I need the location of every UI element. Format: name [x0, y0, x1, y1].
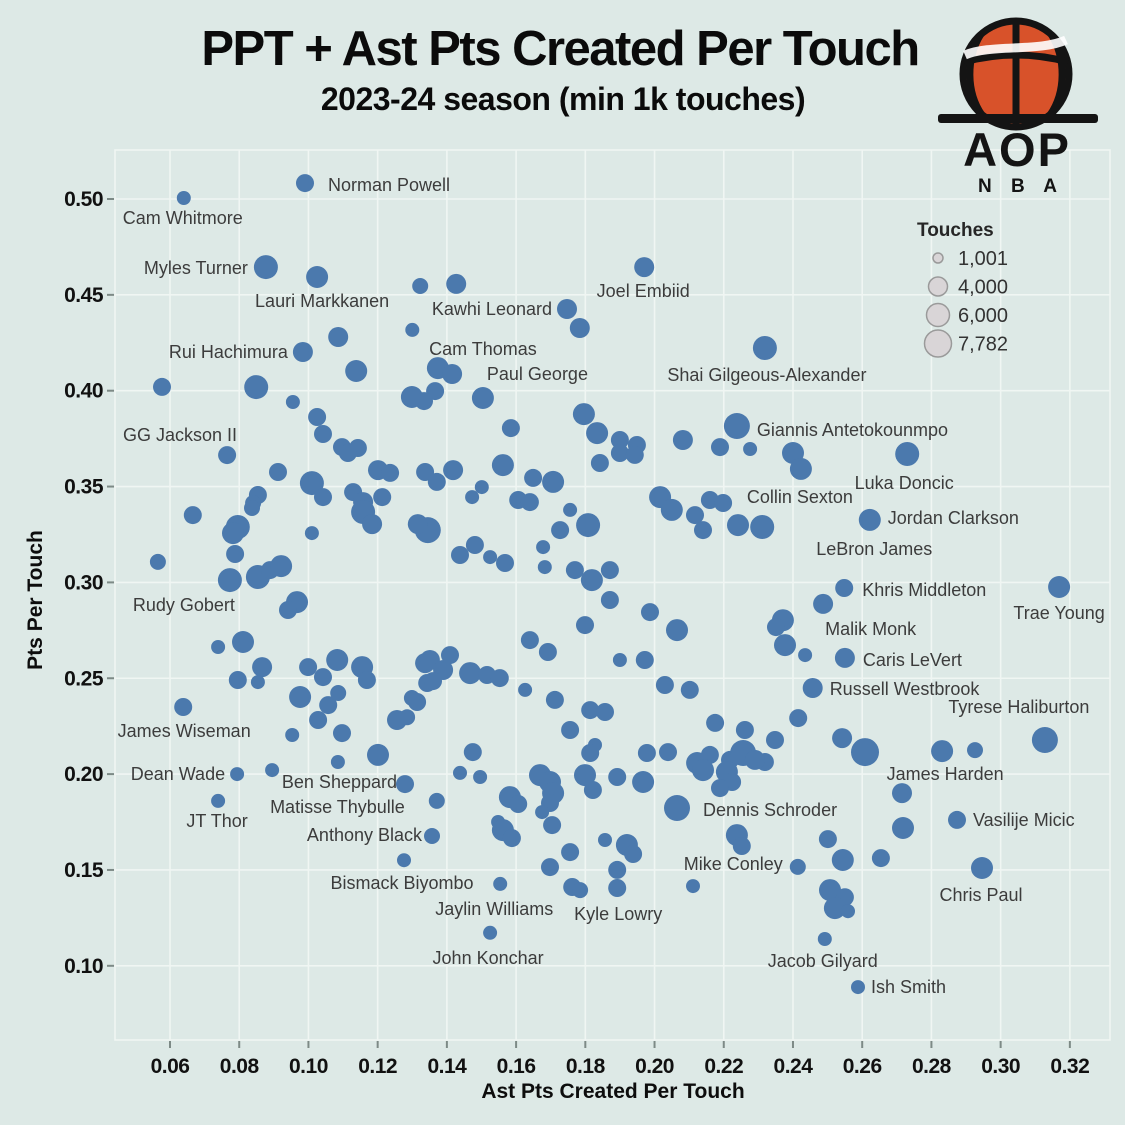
- legend-size-label: 7,782: [958, 333, 1009, 356]
- data-point-labeled: [851, 980, 865, 994]
- data-point: [483, 550, 497, 564]
- data-point: [399, 709, 415, 725]
- x-tick-label: 0.22: [704, 1055, 744, 1078]
- data-point: [331, 755, 345, 769]
- data-point: [446, 274, 466, 294]
- data-point: [465, 490, 479, 504]
- data-point-labeled: [230, 767, 244, 781]
- point-label: LeBron James: [816, 539, 933, 559]
- data-point-labeled: [424, 828, 440, 844]
- x-tick-label: 0.32: [1050, 1055, 1090, 1078]
- data-point: [535, 805, 549, 819]
- data-point: [613, 653, 627, 667]
- legend-title: Touches: [917, 220, 994, 241]
- x-tick-label: 0.12: [358, 1055, 398, 1078]
- legend-size-circle: [933, 253, 943, 263]
- point-label: Dean Wade: [130, 764, 226, 785]
- y-tick-label: 0.20: [64, 763, 103, 787]
- data-point: [638, 744, 656, 762]
- data-point: [798, 648, 812, 662]
- point-label: Norman Powell: [328, 175, 451, 196]
- data-point: [453, 766, 467, 780]
- point-label: Russell Westbrook: [829, 679, 980, 699]
- data-point-labeled: [296, 174, 314, 192]
- data-point: [636, 651, 654, 669]
- point-label: Khris Middleton: [862, 580, 987, 600]
- y-tick-label: 0.25: [64, 667, 103, 691]
- data-point: [367, 744, 389, 766]
- x-tick-label: 0.30: [981, 1055, 1021, 1078]
- data-point: [536, 540, 550, 554]
- data-point: [736, 721, 754, 739]
- point-label: John Konchar: [432, 947, 544, 968]
- data-point: [244, 500, 260, 516]
- data-point: [326, 649, 348, 671]
- data-point: [251, 675, 265, 689]
- y-tick-label: 0.35: [64, 475, 103, 499]
- point-label: Bismack Biyombo: [330, 873, 474, 894]
- x-tick-label: 0.18: [565, 1055, 605, 1078]
- data-point: [774, 634, 796, 656]
- y-tick-label: 0.10: [64, 954, 103, 978]
- data-point: [714, 494, 732, 512]
- data-point: [666, 619, 688, 641]
- legend-size-circle: [929, 277, 948, 296]
- data-point: [279, 601, 297, 619]
- legend-size-circle: [927, 304, 950, 327]
- data-point: [459, 662, 481, 684]
- point-label: Chris Paul: [939, 885, 1023, 905]
- data-point: [503, 829, 521, 847]
- data-point: [362, 514, 382, 534]
- data-point: [218, 568, 242, 592]
- x-axis-title: Ast Pts Created Per Touch: [481, 1080, 745, 1103]
- point-label: Mike Conley: [683, 853, 783, 874]
- data-point: [491, 669, 509, 687]
- x-tick-label: 0.10: [289, 1055, 328, 1078]
- data-point: [475, 480, 489, 494]
- data-point-labeled: [396, 775, 414, 793]
- data-point: [656, 676, 674, 694]
- data-point: [767, 618, 785, 636]
- point-label: Kyle Lowry: [574, 904, 663, 924]
- data-point: [566, 561, 584, 579]
- data-point: [601, 591, 619, 609]
- y-tick-label: 0.15: [64, 858, 103, 882]
- data-point: [184, 506, 202, 524]
- x-tick-label: 0.16: [496, 1055, 536, 1078]
- point-label: Matisse Thybulle: [270, 796, 405, 817]
- point-label: Paul George: [486, 364, 588, 384]
- data-point: [345, 360, 367, 382]
- y-tick-label: 0.30: [64, 571, 103, 595]
- data-point: [551, 521, 569, 539]
- data-point-labeled: [557, 299, 577, 319]
- data-point: [561, 843, 579, 861]
- data-point-labeled: [306, 266, 328, 288]
- point-label: Lauri Markkanen: [255, 291, 390, 311]
- data-point: [539, 643, 557, 661]
- data-point-labeled: [174, 698, 192, 716]
- data-point: [727, 514, 749, 536]
- data-point-labeled: [254, 255, 278, 279]
- data-point: [661, 499, 683, 521]
- data-point: [692, 759, 714, 781]
- data-point: [412, 278, 428, 294]
- data-point-labeled: [608, 879, 626, 897]
- y-axis-title: Pts Per Touch: [24, 530, 47, 670]
- point-label: James Harden: [886, 764, 1004, 785]
- data-point: [229, 671, 247, 689]
- data-point: [496, 554, 514, 572]
- data-point-labeled: [634, 257, 654, 277]
- x-tick-label: 0.20: [635, 1055, 674, 1078]
- aop-nba-logo: [938, 21, 1098, 197]
- data-point: [405, 323, 419, 337]
- data-point: [686, 879, 700, 893]
- data-point: [441, 646, 459, 664]
- data-point: [832, 728, 852, 748]
- data-point: [502, 419, 520, 437]
- data-point: [641, 603, 659, 621]
- point-label: Tyrese Haliburton: [948, 697, 1090, 717]
- data-point: [269, 463, 287, 481]
- point-label: Cam Thomas: [429, 339, 537, 359]
- data-point: [832, 849, 854, 871]
- data-point-labeled: [931, 740, 953, 762]
- data-point-labeled: [971, 857, 993, 879]
- data-point: [222, 522, 244, 544]
- data-point-labeled: [818, 932, 832, 946]
- data-point-labeled: [570, 318, 590, 338]
- data-point: [308, 408, 326, 426]
- data-point-labeled: [835, 579, 853, 597]
- data-point: [404, 690, 420, 706]
- data-point: [424, 672, 442, 690]
- data-point: [543, 816, 561, 834]
- data-point: [561, 721, 579, 739]
- logo-subtext: N B A: [977, 176, 1065, 197]
- data-point: [573, 403, 595, 425]
- data-point: [286, 395, 300, 409]
- data-point: [789, 709, 807, 727]
- data-point: [415, 392, 433, 410]
- data-point-labeled: [472, 387, 494, 409]
- data-point: [766, 731, 784, 749]
- point-label: Dennis Schroder: [703, 800, 838, 820]
- data-point: [218, 446, 236, 464]
- data-point-labeled: [153, 378, 171, 396]
- point-label: Collin Sexton: [746, 486, 853, 507]
- point-label: Kawhi Leonard: [431, 299, 552, 319]
- data-point: [563, 503, 577, 517]
- page-subtitle: 2023-24 season (min 1k touches): [320, 81, 806, 117]
- data-point-labeled: [724, 413, 750, 439]
- data-point-labeled: [790, 859, 806, 875]
- data-point: [892, 783, 912, 803]
- data-point: [586, 422, 608, 444]
- data-point: [541, 858, 559, 876]
- data-point: [572, 882, 588, 898]
- point-label: Ben Sheppard: [281, 772, 397, 793]
- data-point: [574, 764, 596, 786]
- point-label: Trae Young: [1013, 603, 1105, 623]
- data-point: [314, 488, 332, 506]
- data-point: [624, 845, 642, 863]
- data-point-labeled: [895, 442, 919, 466]
- data-point: [694, 521, 712, 539]
- data-point-labeled: [397, 853, 411, 867]
- data-point-labeled: [1048, 576, 1070, 598]
- data-point: [521, 631, 539, 649]
- data-point: [333, 724, 351, 742]
- logo-text: AOP: [963, 123, 1071, 176]
- data-point: [598, 833, 612, 847]
- data-point: [601, 561, 619, 579]
- point-label: Rui Hachimura: [168, 342, 288, 362]
- data-point-labeled: [483, 926, 497, 940]
- point-label: Jacob Gilyard: [767, 951, 878, 971]
- data-point: [892, 817, 914, 839]
- data-point: [673, 430, 693, 450]
- data-point: [745, 750, 765, 770]
- data-point: [339, 444, 357, 462]
- data-point-labeled: [1032, 727, 1058, 753]
- data-point: [314, 425, 332, 443]
- data-point: [408, 514, 428, 534]
- data-point: [509, 795, 527, 813]
- point-label: Malik Monk: [825, 618, 917, 639]
- x-tick-label: 0.26: [842, 1055, 882, 1078]
- point-label: Jaylin Williams: [435, 898, 554, 919]
- point-label: Rudy Gobert: [132, 594, 235, 615]
- data-point: [524, 469, 542, 487]
- data-point: [373, 488, 391, 506]
- legend-items: [925, 248, 1009, 357]
- data-point: [492, 454, 514, 476]
- data-point: [521, 493, 539, 511]
- data-point: [608, 861, 626, 879]
- point-label: GG Jackson II: [123, 424, 238, 445]
- point-label: Cam Whitmore: [122, 208, 243, 228]
- y-tick-label: 0.45: [64, 283, 103, 307]
- data-point: [576, 513, 600, 537]
- data-point: [518, 683, 532, 697]
- data-point-labeled: [835, 648, 855, 668]
- point-label: Vasilije Micic: [973, 809, 1075, 830]
- x-tick-label: 0.06: [150, 1055, 190, 1078]
- data-point-labeled: [293, 342, 313, 362]
- legend-size-label: 6,000: [958, 305, 1009, 327]
- data-point: [596, 703, 614, 721]
- data-point: [358, 671, 376, 689]
- legend-size-circle: [925, 330, 952, 357]
- data-point: [591, 454, 609, 472]
- data-point-labeled: [177, 191, 191, 205]
- point-label: Shai Gilgeous-Alexander: [667, 365, 867, 385]
- data-point: [265, 763, 279, 777]
- data-point: [285, 728, 299, 742]
- point-label: James Wiseman: [117, 721, 251, 741]
- point-label: Jordan Clarkson: [887, 507, 1019, 528]
- point-label: Luka Doncic: [854, 473, 954, 493]
- data-point: [309, 711, 327, 729]
- data-point-labeled: [429, 793, 445, 809]
- data-point: [733, 837, 751, 855]
- data-point: [967, 742, 983, 758]
- data-point: [232, 631, 254, 653]
- legend-size-label: 1,001: [958, 248, 1009, 270]
- data-point-labeled: [813, 594, 833, 614]
- data-point: [289, 686, 311, 708]
- data-point-labeled: [664, 795, 690, 821]
- data-point: [711, 779, 729, 797]
- data-point: [252, 657, 272, 677]
- data-point: [841, 904, 855, 918]
- data-point: [659, 743, 677, 761]
- data-point: [443, 460, 463, 480]
- data-point: [711, 438, 729, 456]
- data-point: [473, 770, 487, 784]
- data-point: [851, 738, 879, 766]
- point-label: Giannis Antetokounmpo: [756, 420, 949, 440]
- data-point-labeled: [803, 678, 823, 698]
- data-point: [743, 442, 757, 456]
- page-title: PPT + Ast Pts Created Per Touch: [201, 22, 919, 76]
- data-point: [244, 375, 268, 399]
- data-point-labeled: [150, 554, 166, 570]
- point-label: Myles Turner: [143, 258, 248, 279]
- data-point-labeled: [750, 515, 774, 539]
- basketball-icon: [938, 21, 1098, 127]
- data-point: [381, 464, 399, 482]
- data-point: [330, 685, 346, 701]
- data-point: [706, 714, 724, 732]
- data-point: [305, 526, 319, 540]
- data-point: [211, 640, 225, 654]
- data-point: [581, 744, 599, 762]
- data-point: [576, 616, 594, 634]
- y-tick-label: 0.40: [64, 379, 103, 403]
- data-point: [328, 327, 348, 347]
- point-label: Anthony Black: [306, 825, 422, 845]
- data-point-labeled: [790, 458, 812, 480]
- x-tick-label: 0.24: [773, 1055, 813, 1078]
- point-label: Joel Embiid: [596, 281, 690, 302]
- data-point: [226, 545, 244, 563]
- data-point: [608, 768, 626, 786]
- data-point-labeled: [211, 794, 225, 808]
- x-tick-label: 0.14: [427, 1055, 467, 1078]
- data-point: [632, 771, 654, 793]
- data-point: [314, 668, 332, 686]
- data-point-labeled: [753, 336, 777, 360]
- size-legend: [917, 220, 1008, 357]
- data-point: [546, 691, 564, 709]
- data-point: [270, 555, 292, 577]
- data-point: [451, 546, 469, 564]
- data-point: [819, 830, 837, 848]
- point-label: Caris LeVert: [862, 649, 962, 670]
- data-point: [464, 743, 482, 761]
- data-point-labeled: [859, 509, 881, 531]
- data-point: [872, 849, 890, 867]
- point-label: Ish Smith: [871, 977, 947, 998]
- data-point: [466, 536, 484, 554]
- data-point-labeled: [948, 811, 966, 829]
- x-tick-label: 0.08: [219, 1055, 259, 1078]
- point-label: JT Thor: [186, 810, 248, 831]
- data-point: [681, 681, 699, 699]
- y-tick-label: 0.50: [64, 188, 103, 211]
- data-point: [299, 658, 317, 676]
- data-point: [428, 473, 446, 491]
- data-point: [538, 560, 552, 574]
- data-point: [626, 446, 644, 464]
- x-tick-label: 0.28: [911, 1055, 951, 1078]
- data-point-labeled: [493, 877, 507, 891]
- legend-size-label: 4,000: [958, 276, 1009, 299]
- data-point: [442, 364, 462, 384]
- data-point: [581, 569, 603, 591]
- data-point: [542, 471, 564, 493]
